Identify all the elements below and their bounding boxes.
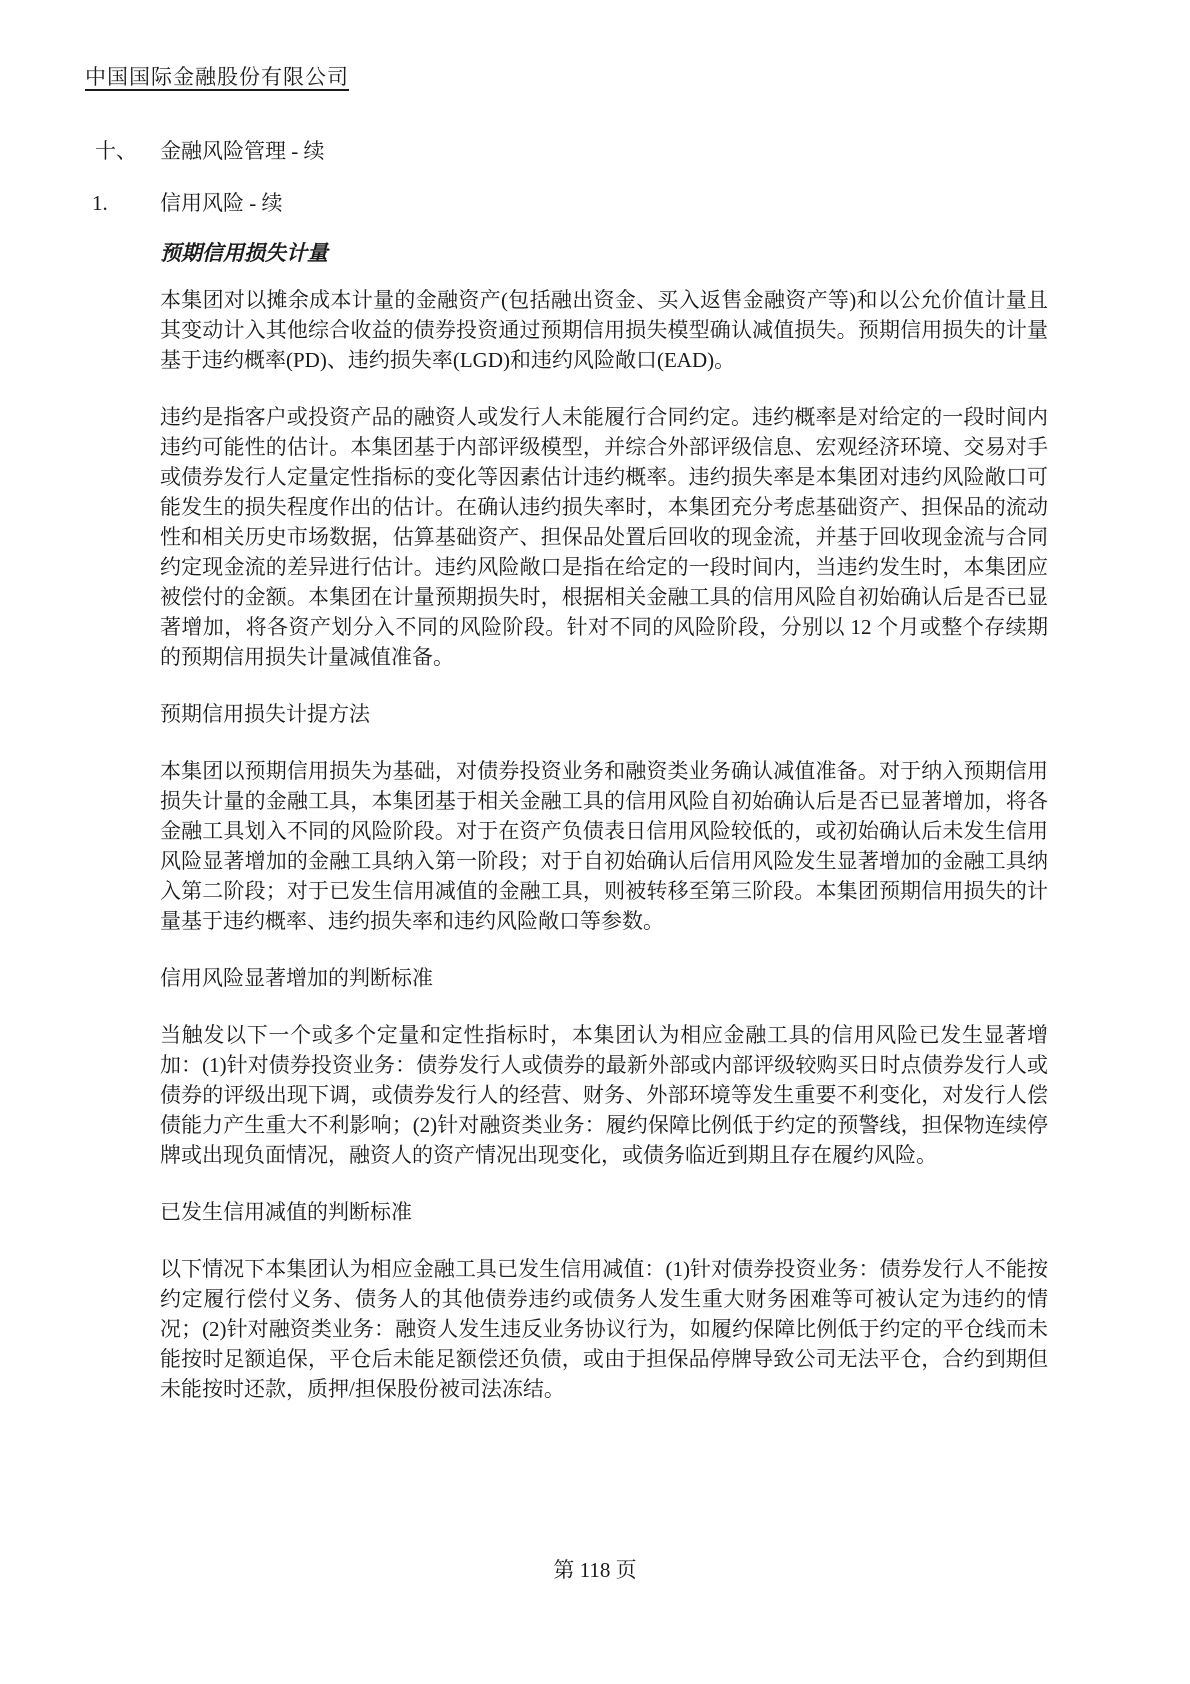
- section-number: 十、: [95, 139, 137, 163]
- paragraph-credit-impairment-conditions: 以下情况下本集团认为相应金融工具已发生信用减值：(1)针对债券投资业务：债券发行人不能按约定履行偿付义务、债务人的其他债券违约或债务人发生重大财务困难等可被认定为违约的情况；(2)针对融资类业务：融资人发生违反业务协议行为，如履约保障比例低于约定的平仓线而未能按时足额追保，平仓后未能足额偿还负债，或由于担保品停牌导致公司无法平仓，合约到期但未能按时还款，质押/担保股份被司法冻结。: [160, 1257, 1048, 1401]
- paragraph-default-definition: 违约是指客户或投资产品的融资人或发行人未能履行合同约定。违约概率是对给定的一段时间内违约可能性的估计。本集团基于内部评级模型，并综合外部评级信息、宏观经济环境、交易对手或债券发行人定量定性指标的变化等因素估计违约概率。违约损失率是本集团对违约风险敞口可能发生的损失程度作出的估计。在确认违约损失率时，本集团充分考虑基础资产、担保品的流动性和相关历史市场数据，估算基础资产、担保品处置后回收的现金流，并基于回收现金流与合同约定现金流的差异进行估计。违约风险敞口是指在给定的一段时间内，当违约发生时，本集团应被偿付的金额。本集团在计量预期损失时，根据相关金融工具的信用风险自初始确认后是否已显著增加，将各资产划分入不同的风险阶段。针对不同的风险阶段，分别以 12 个月或整个存续期的预期信用损失计量减值准备。: [160, 405, 1048, 669]
- subsection-number: 1.: [92, 191, 108, 215]
- page-number-footer: 第 118 页: [553, 1558, 637, 1582]
- subsection-title: 信用风险 - 续: [160, 191, 283, 215]
- subheading-credit-impairment-criteria: 已发生信用减值的判断标准: [160, 1200, 412, 1224]
- company-header: 中国国际金融股份有限公司: [85, 65, 349, 89]
- expected-credit-loss-heading: 预期信用损失计量: [160, 241, 328, 265]
- paragraph-significant-increase-indicators: 当触发以下一个或多个定量和定性指标时，本集团认为相应金融工具的信用风险已发生显著增加：(1)针对债券投资业务：债券发行人或债券的最新外部或内部评级较购买日时点债券发行人或债券的评级出现下调，或债券发行人的经营、财务、外部环境等发生重要不利变化，对发行人偿债能力产生重大不利影响；(2)针对融资类业务：履约保障比例低于约定的预警线，担保物连续停牌或出现负面情况，融资人的资产情况出现变化，或债务临近到期且存在履约风险。: [160, 1023, 1048, 1167]
- section-heading-level2: [92, 188, 283, 218]
- paragraph-risk-stages: 本集团以预期信用损失为基础，对债券投资业务和融资类业务确认减值准备。对于纳入预期信用损失计量的金融工具，本集团基于相关金融工具的信用风险自初始确认后是否已显著增加，将各金融工具划入不同的风险阶段。对于在资产负债表日信用风险较低的，或初始确认后未发生信用风险显著增加的金融工具纳入第一阶段；对于自初始确认后信用风险发生显著增加的金融工具纳入第二阶段；对于已发生信用减值的金融工具，则被转移至第三阶段。本集团预期信用损失的计量基于违约概率、违约损失率和违约风险敞口等参数。: [160, 759, 1048, 933]
- subheading-ecl-provision-method: 预期信用损失计提方法: [160, 702, 370, 726]
- subheading-significant-increase-criteria: 信用风险显著增加的判断标准: [160, 966, 433, 990]
- document-body: [160, 238, 1048, 1431]
- section-title: 金融风险管理 - 续: [160, 139, 325, 163]
- paragraph-ecl-measurement: 本集团对以摊余成本计量的金融资产(包括融出资金、买入返售金融资产等)和以公允价值计量且其变动计入其他综合收益的债券投资通过预期信用损失模型确认减值损失。预期信用损失的计量基于违约概率(PD)、违约损失率(LGD)和违约风险敞口(EAD)。: [160, 288, 1048, 372]
- section-heading-level1: [95, 136, 325, 166]
